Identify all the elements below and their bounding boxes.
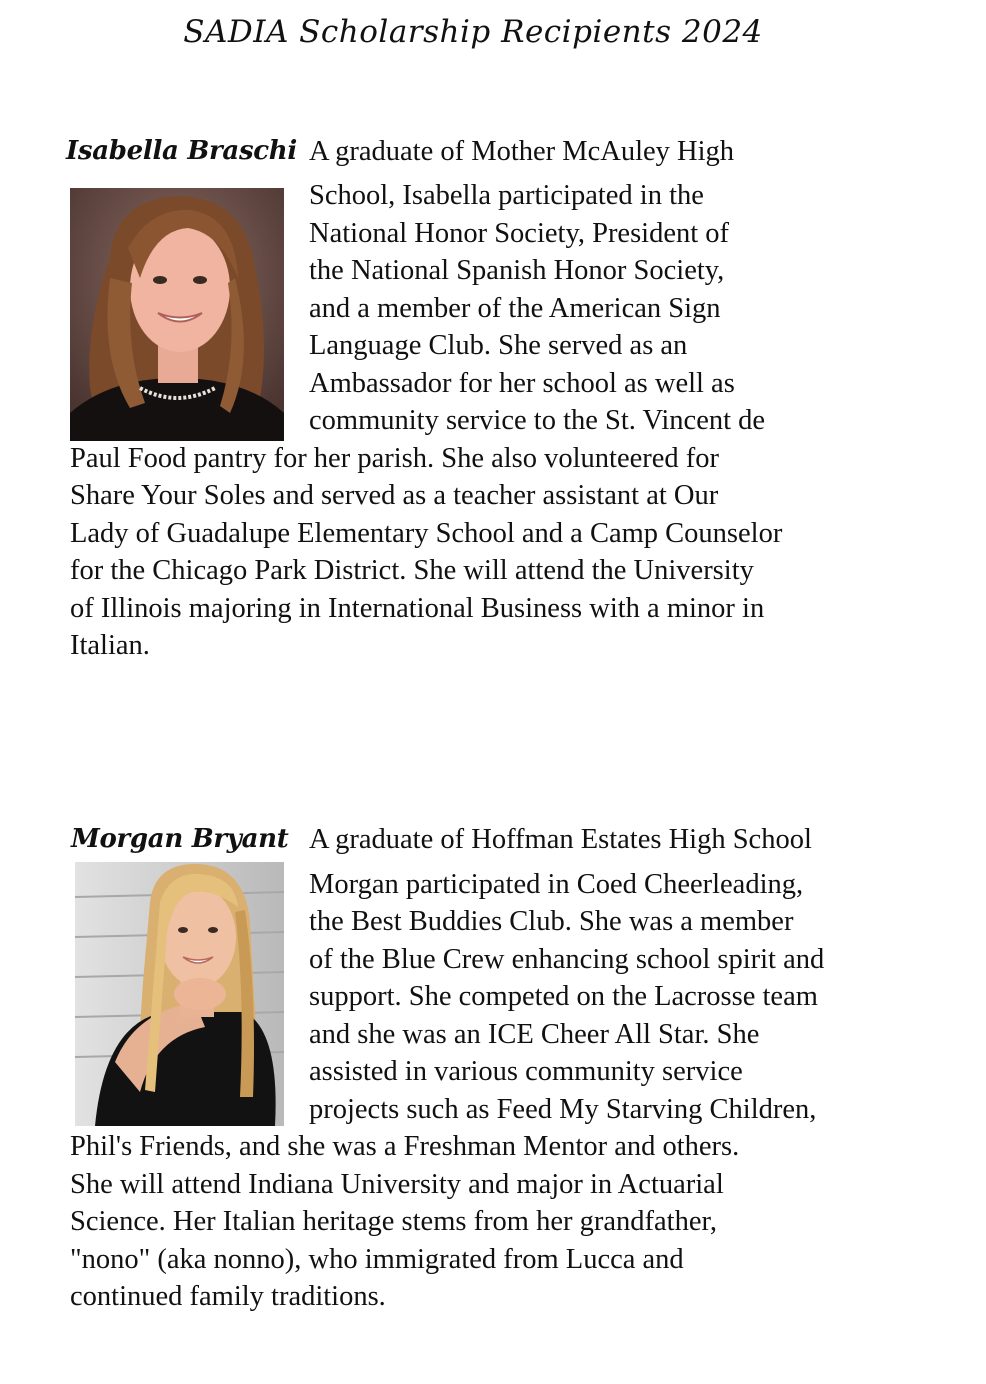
bio-line: Ambassador for her school as well as (309, 368, 735, 399)
bio-line: Paul Food pantry for her parish. She also volunteered for (70, 443, 720, 474)
bio-line: of Illinois majoring in International Business with a minor in (70, 593, 765, 624)
bio-line: the National Spanish Honor Society, (309, 255, 725, 286)
bio-line: She will attend Indiana University and major in Actuarial (70, 1169, 724, 1200)
bio-line: and a member of the American Sign (309, 293, 721, 324)
bio-line: the Best Buddies Club. She was a member (309, 906, 794, 937)
bio-line: Language Club. She served as an (309, 330, 688, 361)
bio-line: support. She competed on the Lacrosse team (309, 981, 818, 1012)
page-title: SADIA Scholarship Recipients 2024 (183, 14, 763, 50)
bio-line: National Honor Society, President of (309, 218, 730, 249)
bio-line: A graduate of Mother McAuley High (309, 136, 735, 167)
bio-line: for the Chicago Park District. She will attend the University (70, 555, 754, 586)
bio-line: of the Blue Crew enhancing school spirit and (309, 944, 825, 975)
bio-line: Lady of Guadalupe Elementary School and a Camp Counselor (70, 518, 783, 549)
bio-line: projects such as Feed My Starving Children, (309, 1094, 817, 1125)
bio-line: community service to the St. Vincent de (309, 405, 766, 436)
bio-line: Phil's Friends, and she was a Freshman Mentor and others. (70, 1131, 740, 1162)
bio-line: assisted in various community service (309, 1056, 743, 1087)
bio-line: continued family traditions. (70, 1281, 386, 1312)
bio-line: Morgan participated in Coed Cheerleading, (309, 869, 804, 900)
bio-line: Science. Her Italian heritage stems from her grandfather, (70, 1206, 717, 1237)
recipient-name: Isabella Braschi (66, 136, 297, 166)
bio-line: School, Isabella participated in the (309, 180, 704, 211)
recipient-photo (75, 862, 284, 1126)
recipient-photo (70, 188, 284, 441)
recipient-name: Morgan Bryant (71, 824, 289, 854)
bio-line: "nono" (aka nonno), who immigrated from Lucca and (70, 1244, 684, 1275)
bio-line: and she was an ICE Cheer All Star. She (309, 1019, 760, 1050)
bio-line: Italian. (70, 630, 150, 661)
bio-line: Share Your Soles and served as a teacher assistant at Our (70, 480, 719, 511)
bio-line: A graduate of Hoffman Estates High School (309, 824, 812, 855)
